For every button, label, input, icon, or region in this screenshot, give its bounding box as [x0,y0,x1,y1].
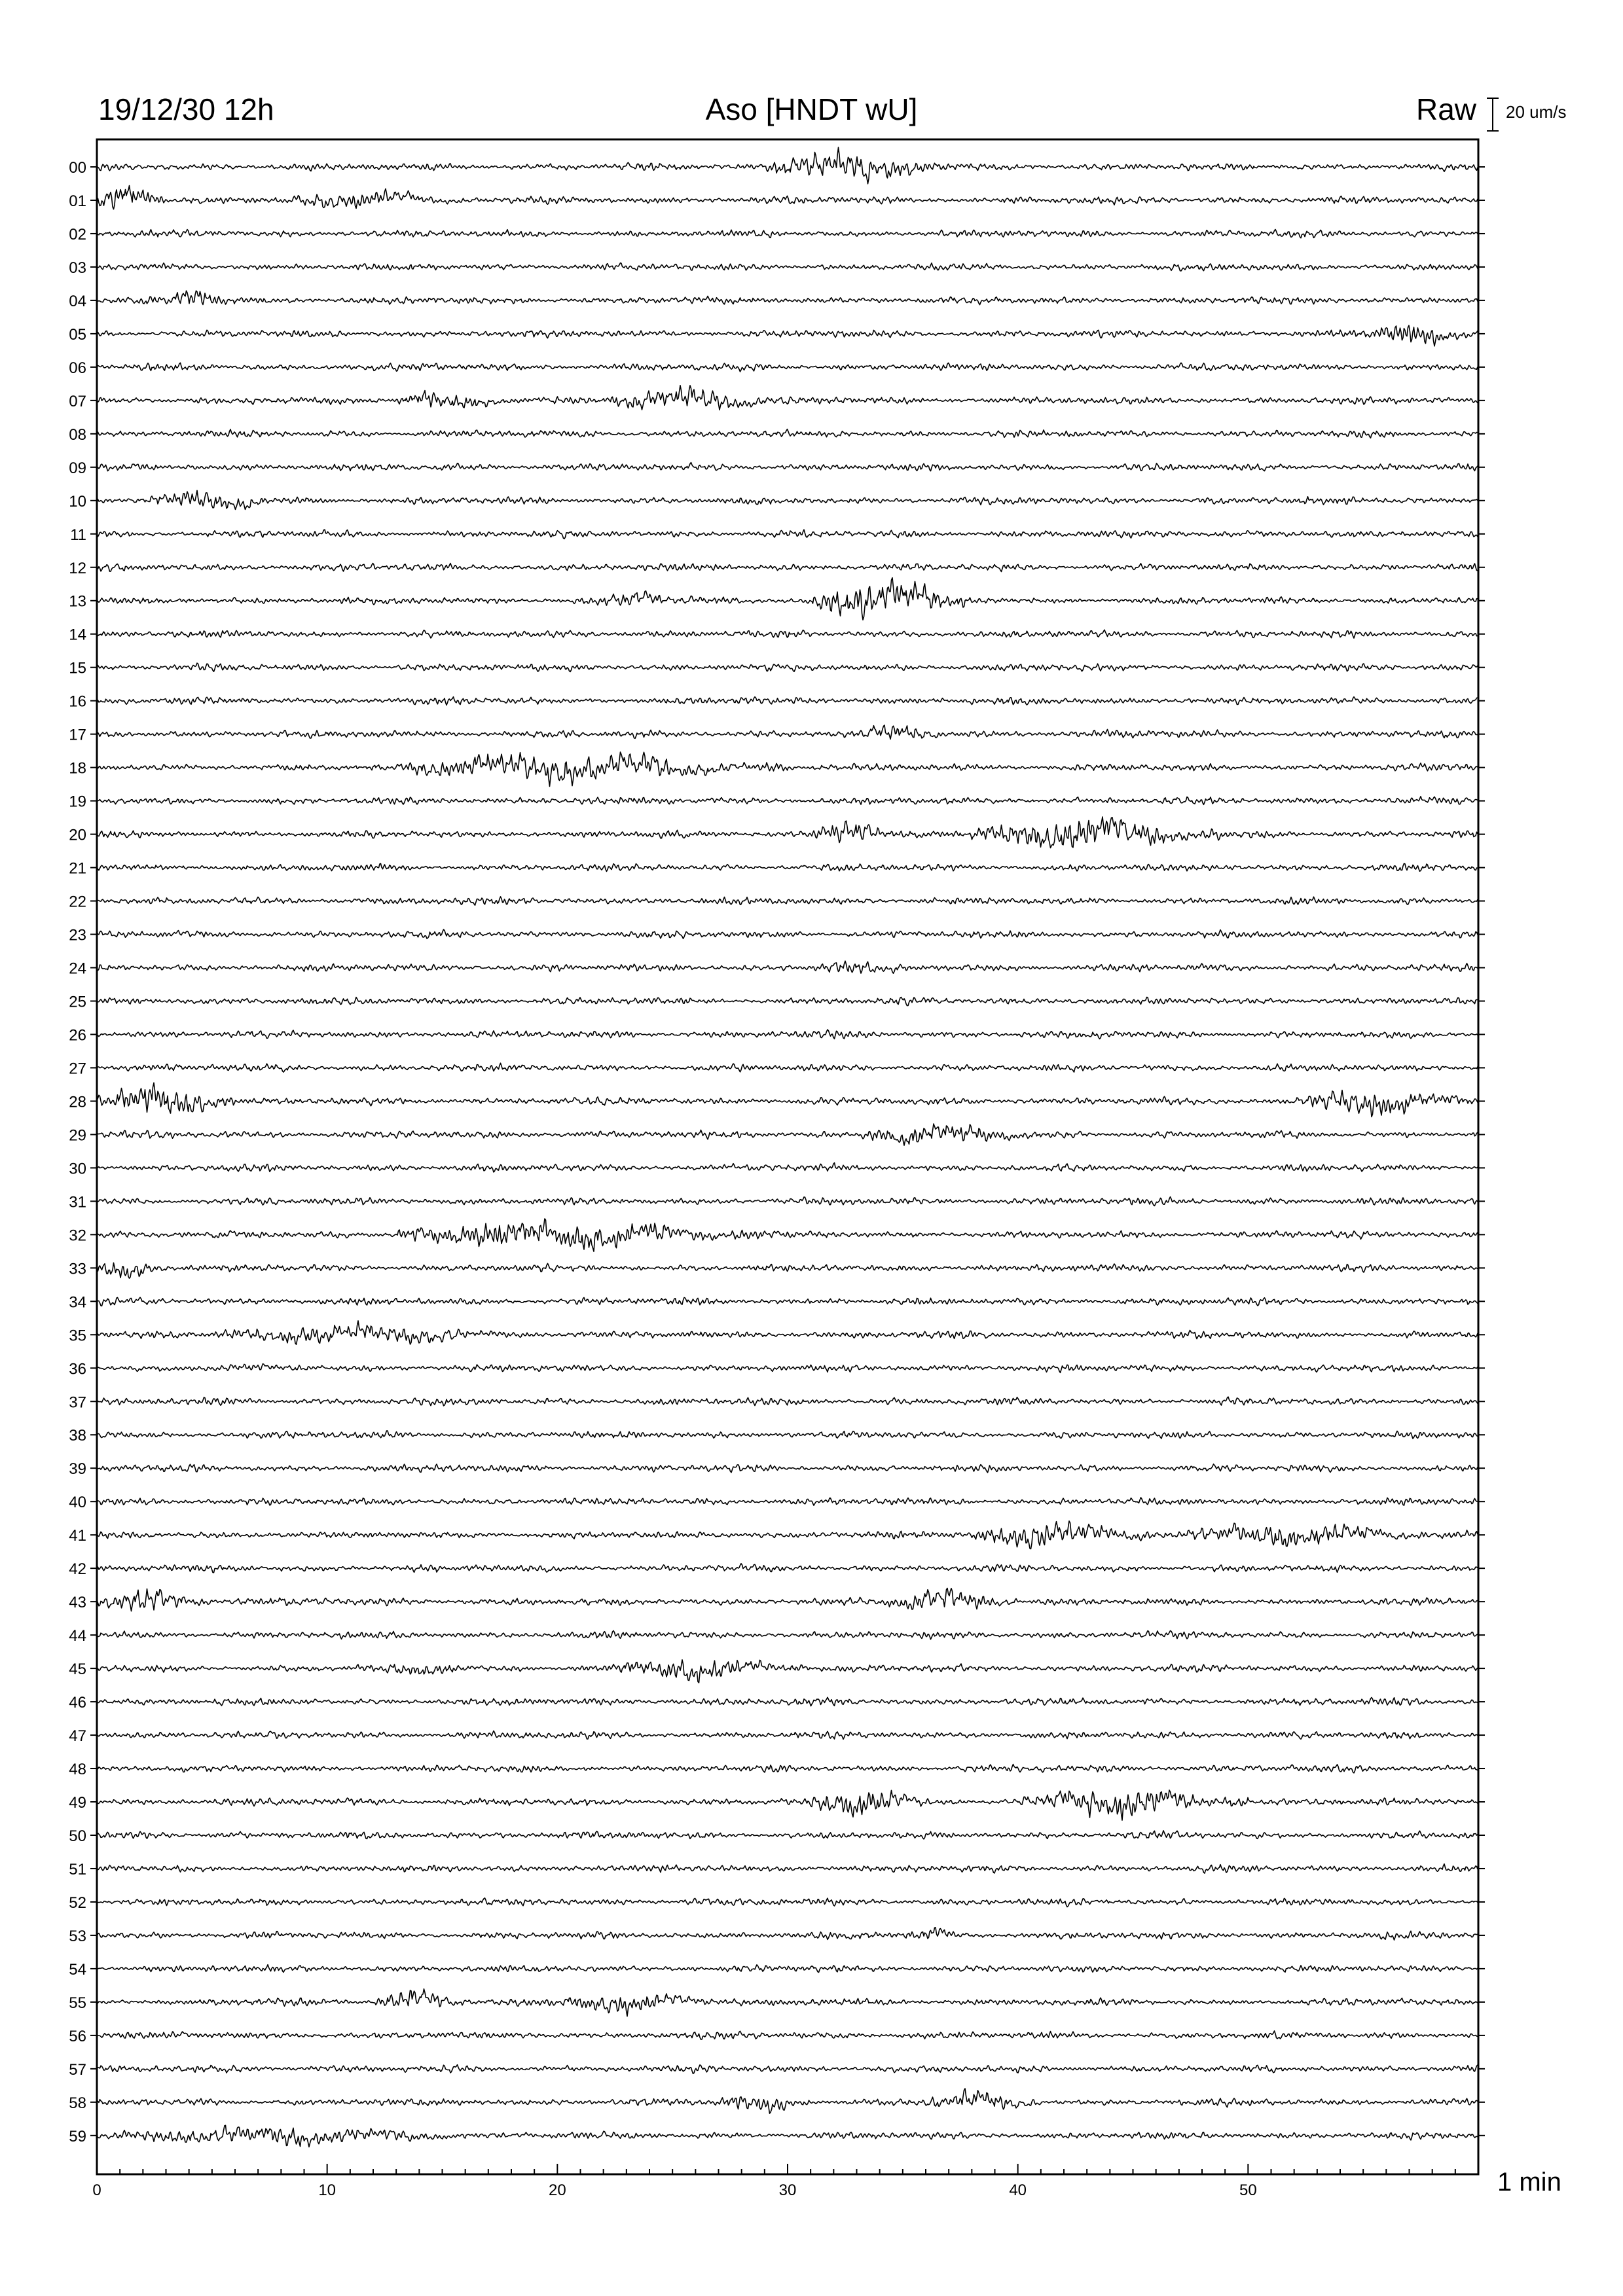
row-label-33: 33 [69,1260,86,1278]
row-label-49: 49 [69,1794,86,1812]
row-label-36: 36 [69,1360,86,1378]
trace-row-06 [97,363,1478,372]
row-label-57: 57 [69,2060,86,2079]
row-label-06: 06 [69,359,86,377]
trace-row-29 [97,1124,1478,1145]
trace-row-37 [97,1397,1478,1406]
mode-label: Raw [1415,92,1476,126]
trace-row-52 [97,1898,1478,1907]
row-label-34: 34 [69,1293,86,1312]
trace-row-59 [97,2125,1478,2147]
trace-row-44 [97,1631,1478,1640]
trace-row-10 [97,490,1478,509]
row-label-29: 29 [69,1126,86,1145]
trace-row-08 [97,429,1478,438]
row-label-21: 21 [69,859,86,878]
trace-row-42 [97,1564,1478,1573]
trace-row-50 [97,1831,1478,1839]
trace-row-03 [97,263,1478,271]
trace-row-39 [97,1464,1478,1473]
row-label-46: 46 [69,1694,86,1712]
trace-row-41 [97,1521,1478,1549]
trace-row-54 [97,1965,1478,1973]
trace-row-14 [97,630,1478,638]
row-label-05: 05 [69,325,86,344]
record-datetime: 19/12/30 12h [98,92,274,126]
trace-row-45 [97,1660,1478,1683]
row-label-24: 24 [69,960,86,978]
row-label-25: 25 [69,993,86,1011]
trace-row-18 [97,752,1478,786]
row-label-03: 03 [69,259,86,277]
row-label-00: 00 [69,159,86,177]
trace-row-55 [97,1989,1478,2017]
trace-row-46 [97,1697,1478,1706]
trace-row-23 [97,929,1478,939]
row-label-31: 31 [69,1193,86,1211]
row-label-53: 53 [69,1927,86,1945]
row-label-07: 07 [69,392,86,410]
trace-row-04 [97,291,1478,304]
row-label-16: 16 [69,692,86,711]
trace-row-09 [97,463,1478,471]
row-label-43: 43 [69,1594,86,1612]
row-label-40: 40 [69,1494,86,1512]
trace-group [97,147,1478,2147]
row-label-44: 44 [69,1627,86,1645]
row-label-32: 32 [69,1227,86,1245]
trace-row-25 [97,997,1478,1006]
trace-row-00 [97,147,1478,184]
trace-row-26 [97,1030,1478,1039]
trace-row-38 [97,1431,1478,1439]
x-tick-label-10: 10 [318,2181,337,2199]
trace-row-13 [97,578,1478,620]
row-label-14: 14 [69,626,86,644]
trace-row-49 [97,1790,1478,1820]
row-label-52: 52 [69,1893,86,1912]
row-label-04: 04 [69,292,86,310]
trace-row-48 [97,1765,1478,1773]
trace-row-01 [97,186,1478,209]
trace-row-07 [97,386,1478,410]
row-label-20: 20 [69,826,86,844]
row-label-59: 59 [69,2127,86,2145]
row-label-38: 38 [69,1427,86,1445]
x-tick-label-30: 30 [778,2181,797,2199]
amplitude-scale-bar [1487,98,1499,131]
row-label-42: 42 [69,1560,86,1579]
row-label-47: 47 [69,1727,86,1746]
trace-row-35 [97,1321,1478,1344]
x-tick-label-40: 40 [1009,2181,1027,2199]
trace-row-28 [97,1083,1478,1117]
trace-row-20 [97,817,1478,848]
x-tick-label-50: 50 [1239,2181,1257,2199]
row-label-15: 15 [69,659,86,677]
row-label-09: 09 [69,459,86,477]
trace-row-05 [97,325,1478,346]
row-label-17: 17 [69,726,86,744]
row-label-22: 22 [69,893,86,911]
row-label-01: 01 [69,192,86,210]
row-label-45: 45 [69,1660,86,1679]
trace-row-24 [97,961,1478,973]
row-label-11: 11 [70,526,86,544]
trace-row-19 [97,797,1478,805]
x-unit-label: 1 min [1497,2168,1561,2197]
row-label-30: 30 [69,1160,86,1178]
row-label-51: 51 [69,1860,86,1878]
trace-row-57 [97,2065,1478,2074]
row-label-02: 02 [69,225,86,243]
trace-row-34 [97,1297,1478,1306]
trace-row-15 [97,663,1478,672]
row-label-08: 08 [69,425,86,444]
row-label-39: 39 [69,1460,86,1479]
trace-row-43 [97,1588,1478,1611]
row-label-37: 37 [69,1393,86,1412]
trace-row-53 [97,1928,1478,1940]
trace-row-11 [97,529,1478,539]
row-label-58: 58 [69,2094,86,2112]
trace-row-16 [97,697,1478,706]
trace-row-31 [97,1197,1478,1206]
row-label-56: 56 [69,2027,86,2045]
row-label-50: 50 [69,1827,86,1845]
trace-row-36 [97,1364,1478,1373]
trace-row-56 [97,2031,1478,2039]
row-label-35: 35 [69,1327,86,1345]
row-label-group [69,159,1485,2145]
row-label-13: 13 [69,592,86,611]
trace-row-30 [97,1163,1478,1172]
station-title: Aso [HNDT wU] [705,92,918,126]
trace-row-51 [97,1864,1478,1873]
trace-row-17 [97,725,1478,739]
x-tick-label-0: 0 [92,2181,101,2199]
row-label-27: 27 [69,1060,86,1078]
row-label-19: 19 [69,793,86,811]
row-label-10: 10 [69,492,86,511]
row-label-48: 48 [69,1761,86,1779]
row-label-23: 23 [69,926,86,944]
trace-row-33 [97,1263,1478,1278]
row-label-26: 26 [69,1026,86,1045]
trace-row-40 [97,1498,1478,1505]
row-label-18: 18 [69,759,86,778]
trace-row-47 [97,1731,1478,1740]
trace-row-27 [97,1063,1478,1072]
row-label-12: 12 [69,559,86,577]
row-label-28: 28 [69,1093,86,1111]
row-label-41: 41 [69,1527,86,1545]
x-tick-label-20: 20 [548,2181,566,2199]
trace-row-12 [97,564,1478,572]
trace-row-22 [97,897,1478,905]
amplitude-scale-label: 20 um/s [1506,102,1567,122]
row-label-55: 55 [69,1994,86,2012]
trace-row-21 [97,863,1478,871]
row-label-54: 54 [69,1960,86,1979]
trace-row-32 [97,1219,1478,1251]
trace-row-02 [97,230,1478,238]
x-axis [92,2164,1478,2199]
trace-row-58 [97,2089,1478,2113]
